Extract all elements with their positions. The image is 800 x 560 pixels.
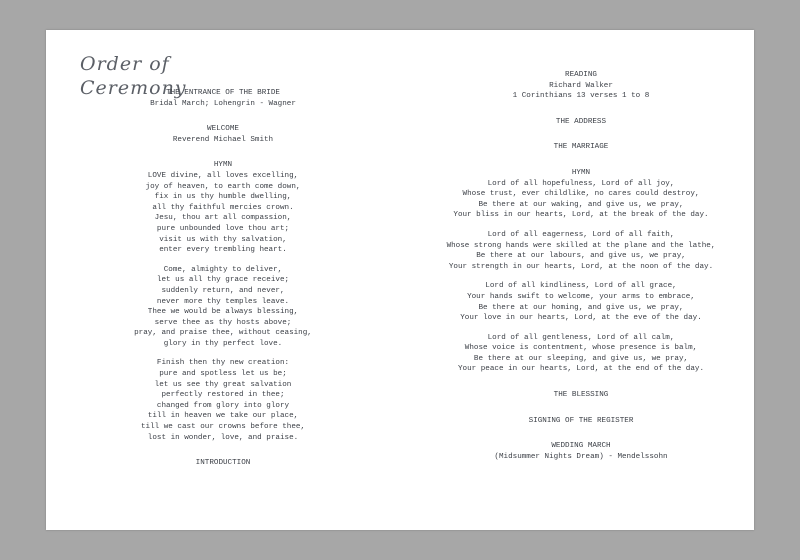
hymn-heading-right: HYMN — [571, 168, 591, 177]
hymn-line: Thee we would be always blessing, — [147, 308, 299, 317]
hymn-line: changed from glory into glory — [156, 401, 290, 410]
hymn-line: Your bliss in our hearts, Lord, at the break of the day. — [453, 211, 709, 220]
wedding-march-section — [426, 441, 736, 462]
hymn-line: pure unbounded love thou art; — [156, 224, 290, 233]
right-content — [426, 70, 736, 477]
introduction-heading: INTRODUCTION — [195, 459, 251, 468]
hymn-line: Finish then thy new creation: — [156, 359, 290, 368]
welcome-heading: WELCOME — [207, 125, 239, 134]
marriage-heading: THE MARRIAGE — [553, 143, 609, 152]
welcome-section — [80, 124, 366, 145]
hymn-line: Whose trust, ever childlike, no cares could destroy, — [462, 190, 700, 199]
blessing-section — [426, 390, 736, 401]
hymn-line: till in heaven we take our place, — [147, 412, 299, 421]
entrance-detail: Bridal March; Lohengrin - Wagner — [150, 99, 296, 108]
hymn-line: never more thy temples leave. — [156, 297, 290, 306]
hymn-line: fix in us thy humble dwelling, — [154, 193, 292, 202]
hymn-stanzas-left — [80, 171, 366, 443]
hymn-line: let us see thy great salvation — [154, 380, 292, 389]
hymn-line: Your peace in our hearts, Lord, at the end of the day. — [457, 365, 705, 374]
hymn-line: joy of heaven, to earth come down, — [145, 182, 301, 191]
hymn-line: Lord of all eagerness, Lord of all faith, — [487, 230, 675, 239]
hymn-line: Be there at our sleeping, and give us, we pray, — [473, 354, 689, 363]
wedding-march-detail: (Midsummer Nights Dream) - Mendelssohn — [494, 452, 668, 461]
hymn-stanza — [80, 171, 366, 256]
reading-reader: Richard Walker — [549, 81, 613, 90]
hymn-stanzas-right — [426, 179, 736, 376]
hymn-line: Jesu, thou art all compassion, — [154, 214, 292, 223]
hymn-line: Lord of all kindliness, Lord of all grace, — [485, 282, 677, 291]
hymn-line: Lord of all gentleness, Lord of all calm, — [487, 333, 675, 342]
hymn-line: Your love in our hearts, Lord, at the eve of the day. — [460, 314, 702, 323]
entrance-heading: THE ENTRANCE OF THE BRIDE — [166, 89, 280, 97]
hymn-line: let us all thy grace receive; — [156, 276, 290, 285]
hymn-line: Whose voice is contentment, whose presence is balm, — [464, 344, 698, 353]
ceremony-program-sheet — [46, 30, 754, 530]
address-section — [426, 117, 736, 128]
hymn-stanza — [426, 179, 736, 221]
marriage-section — [426, 142, 736, 153]
hymn-line: Be there at our labours, and give us, we pray, — [476, 252, 686, 261]
hymn-heading-left: HYMN — [213, 161, 233, 170]
hymn-line: suddenly return, and never, — [161, 286, 285, 295]
introduction-section — [80, 458, 366, 469]
hymn-line: Be there at our waking, and give us, we pray, — [478, 200, 684, 209]
hymn-line: Lord of all hopefulness, Lord of all joy, — [487, 179, 675, 188]
hymn-line: LOVE divine, all loves excelling, — [147, 171, 299, 180]
blessing-heading: THE BLESSING — [553, 391, 609, 400]
register-heading: SIGNING OF THE REGISTER — [528, 416, 634, 425]
hymn-stanza — [426, 333, 736, 375]
address-heading: THE ADDRESS — [555, 117, 607, 126]
hymn-line: Your hands swift to welcome, your arms to embrace, — [467, 292, 695, 301]
hymn-line: pure and spotless let us be; — [159, 370, 287, 379]
reading-section — [426, 70, 736, 102]
hymn-section-right — [426, 168, 736, 375]
hymn-stanza — [80, 358, 366, 443]
reading-heading: READING — [565, 71, 597, 79]
hymn-line: perfectly restored in thee; — [161, 391, 285, 400]
hymn-line: Be there at our homing, and give us, we pray, — [478, 303, 684, 312]
right-panel — [426, 30, 736, 530]
hymn-section-left — [80, 160, 366, 443]
hymn-line: glory in thy perfect love. — [163, 339, 283, 348]
program-title: Order of Ceremony — [80, 53, 187, 99]
hymn-stanza — [80, 265, 366, 350]
hymn-line: Whose strong hands were skilled at the plane and the lathe, — [446, 241, 716, 250]
hymn-line: Your strength in our hearts, Lord, at the noon of the day. — [448, 262, 714, 271]
reading-passage: 1 Corinthians 13 verses 1 to 8 — [512, 92, 650, 101]
hymn-line: Come, almighty to deliver, — [163, 265, 283, 274]
hymn-line: lost in wonder, love, and praise. — [147, 433, 299, 442]
hymn-stanza — [426, 230, 736, 272]
hymn-line: visit us with thy salvation, — [159, 235, 287, 244]
wedding-march-heading: WEDDING MARCH — [551, 442, 611, 451]
left-panel — [80, 30, 366, 530]
hymn-line: all thy faithful mercies crown. — [152, 203, 294, 212]
entrance-section — [80, 88, 366, 109]
welcome-detail: Reverend Michael Smith — [172, 135, 274, 144]
hymn-line: enter every trembling heart. — [159, 246, 287, 255]
hymn-line: pray, and praise thee, without ceasing, — [134, 329, 312, 338]
hymn-line: serve thee as thy hosts above; — [154, 318, 292, 327]
register-section — [426, 416, 736, 427]
left-content — [80, 88, 366, 484]
hymn-stanza — [426, 281, 736, 323]
hymn-line: till we cast our crowns before thee, — [140, 423, 306, 432]
